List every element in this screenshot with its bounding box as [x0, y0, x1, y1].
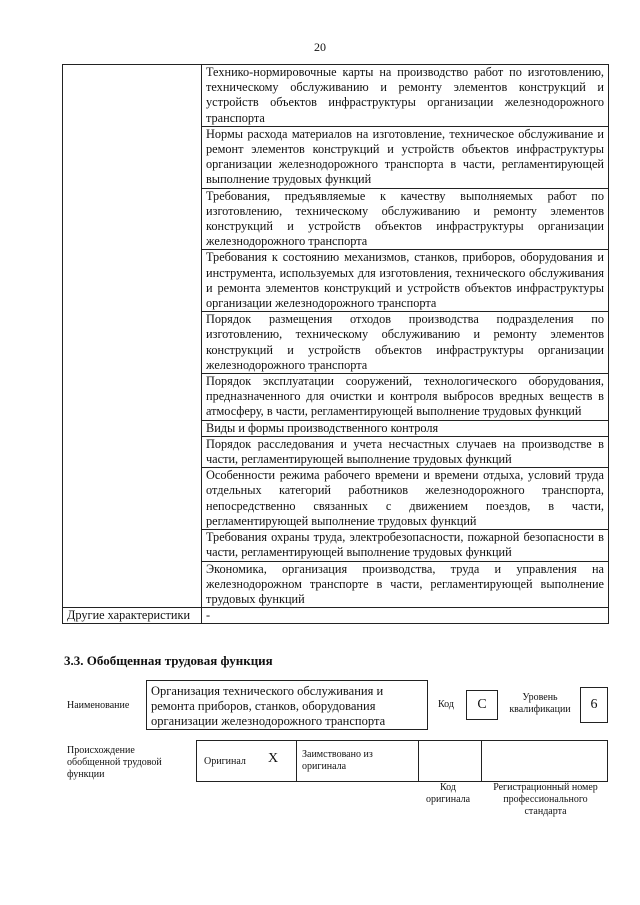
section-title: 3.3. Обобщенная трудовая функция	[64, 653, 273, 668]
original-label: Оригинал	[204, 756, 246, 767]
knowledge-item: Порядок расследования и учета несчастных случаев на производстве в части, регламентирующей выполнение трудовых функций	[202, 436, 609, 467]
row-label-cell	[63, 126, 202, 188]
table-row	[63, 312, 609, 374]
knowledge-item: Технико-нормировочные карты на производство работ по изготовлению, техническому обслуживанию и ремонту элементов конструкций и устройств объектов инфраструктуры организации железнодорожного транспорта	[202, 65, 609, 127]
borrowed-label: Заимствовано из оригинала	[302, 749, 373, 772]
knowledge-item: Нормы расхода материалов на изготовление, техническое обслуживание и ремонт элементов конструкций и устройств объектов инфраструктуры организации железнодорожного транспорта в части, регламентирующей выполнение трудовых функций	[202, 126, 609, 188]
other-value: -	[202, 608, 609, 624]
code-value-box: С	[466, 690, 498, 720]
row-label-cell	[63, 250, 202, 312]
page-number: 20	[314, 40, 326, 54]
function-name-box: Организация технического обслуживания и ремонта приборов, станков, оборудования организации железнодорожного транспорта	[146, 680, 428, 730]
row-label-cell	[63, 420, 202, 436]
knowledge-item: Порядок эксплуатации сооружений, технологического оборудования, предназначенного для очистки и контроля выбросов вредных веществ в атмосферу, в части, регламентирующей выполнение трудовых функций	[202, 374, 609, 421]
table-row	[63, 561, 609, 608]
knowledge-item: Требования к состоянию механизмов, станков, приборов, оборудования и инструмента, используемых для изготовления, технического обслуживания и ремонта элементов конструкций и устройств объектов инфраструктуры организации железнодорожного транспорта	[202, 250, 609, 312]
knowledge-item: Экономика, организация производства, труда и управления на железнодорожном транспорте в части, регламентирующей выполнение трудовых функций	[202, 561, 609, 608]
table-row	[63, 468, 609, 530]
row-label-cell	[63, 312, 202, 374]
knowledge-item: Порядок размещения отходов производства подразделения по изготовлению, техническому обслуживанию и ремонту элементов конструкций и устройств объектов инфраструктуры организации железнодорожного транспорта	[202, 312, 609, 374]
origin-label: Происхождение обобщенной трудовой функции	[67, 745, 162, 780]
reg-number-label: Регистрационный номер профессионального стандарта	[493, 782, 598, 817]
level-label: Уровень квалификации	[509, 692, 571, 715]
table-row	[63, 188, 609, 250]
row-label-cell	[63, 188, 202, 250]
row-label-cell	[63, 468, 202, 530]
knowledge-item: Требования, предъявляемые к качеству выполняемых работ по изготовлению, техническому обслуживанию и ремонту элементов конструкций и устройств объектов инфраструктуры организации железнодорожного транспорта	[202, 188, 609, 250]
row-label-cell	[63, 561, 202, 608]
table-row	[63, 420, 609, 436]
row-label-cell	[63, 530, 202, 561]
knowledge-item: Особенности режима рабочего времени и времени отдыха, условий труда отдельных категорий работников железнодорожного транспорта, непосредственно связанных с движением поездов, в части, регламентирующей выполнение трудовых функций	[202, 468, 609, 530]
other-label: Другие характеристики	[63, 608, 202, 624]
row-label-cell	[63, 436, 202, 467]
name-label: Наименование	[67, 700, 130, 711]
level-value-box: 6	[580, 687, 608, 723]
table-row	[63, 250, 609, 312]
row-label-cell	[63, 374, 202, 421]
origin-row	[196, 740, 608, 782]
row-label-cell	[63, 65, 202, 127]
table-row	[63, 436, 609, 467]
table-row	[63, 530, 609, 561]
other-row	[63, 608, 609, 624]
code-original-label: Код оригинала	[425, 782, 471, 805]
knowledge-body	[63, 65, 609, 608]
knowledge-table	[62, 64, 609, 624]
knowledge-item: Виды и формы производственного контроля	[202, 420, 609, 436]
table-row	[63, 65, 609, 127]
knowledge-item: Требования охраны труда, электробезопасности, пожарной безопасности в части, регламентирующей выполнение трудовых функций	[202, 530, 609, 561]
table-row	[63, 374, 609, 421]
original-mark: Х	[268, 751, 279, 766]
table-row	[63, 126, 609, 188]
code-label: Код	[438, 699, 454, 710]
